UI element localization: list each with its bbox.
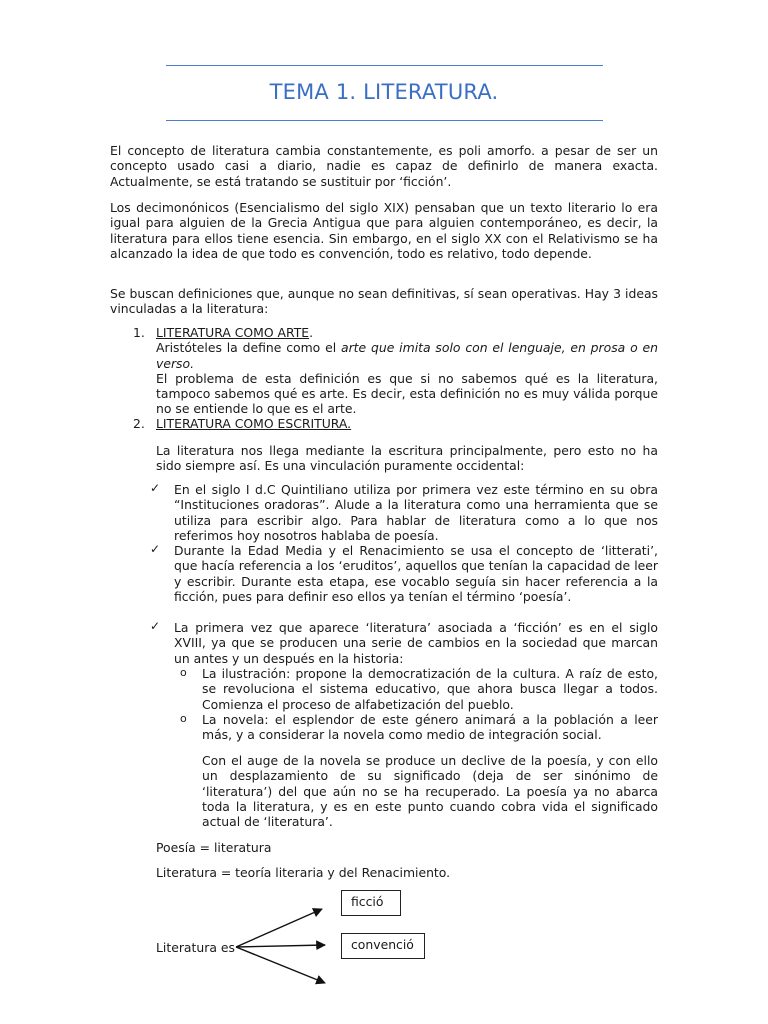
item1-definition-italic: arte que imita solo con el lenguaje, en prosa o en verso.: [156, 340, 658, 371]
bullet-item-2: Durante la Edad Media y el Renacimiento se usa el concepto de ‘litterati’, que hacía referencia a los ‘eruditos’, aquellos que tenían la capacidad de leer y escribir. Durante esta etapa, ese vocablo seguía sin hacer referencia a la ficción, pues para definir eso ellos ya tenían el término ‘poesía’.: [174, 543, 658, 604]
intro-paragraph-1: El concepto de literatura cambia constantemente, es poli amorfo. a pesar de ser un concepto usado casi a diario, nadie es capaz de definirlo de manera exacta. Actualmente, se está tratando se sustituir por ‘ficción’.: [110, 143, 658, 189]
item2-intro: La literatura nos llega mediante la escritura principalmente, pero esto no ha sido siempre así. Es una vinculación puramente occidental:: [156, 443, 658, 474]
item1-heading: LITERATURA COMO ARTE: [156, 325, 310, 340]
diagram-box-convencio: convenció: [341, 933, 425, 959]
item2-heading: LITERATURA COMO ESCRITURA.: [156, 416, 352, 431]
bullet-item-1: En el siglo I d.C Quintiliano utiliza por primera vez este término en su obra “Instituciones oradoras”. Alude a la literatura como una herramienta que se utiliza para escribir algo. Para hablar de literatura como a lo que nos referimos hoy nosotros hablaba de poesía.: [174, 482, 658, 543]
sub-bullet-icon: o: [180, 712, 187, 725]
check-bullet-icon: ✓: [150, 542, 161, 556]
check-bullet-icon: ✓: [150, 619, 161, 633]
sub-paragraph: Con el auge de la novela se produce un declive de la poesía, y con ello un desplazamiento de su significado (deja de ser sinónimo de ‘literatura’) del que aún no se ha recuperado. La poesía ya no abarca toda la literatura, y es en este punto cuando cobra vida el significado actual de ‘literatura’.: [202, 753, 658, 830]
sub-bullet-icon: o: [180, 666, 187, 679]
equation-2: Literatura = teoría literaria y del Renacimiento.: [156, 865, 451, 880]
intro-paragraph-2: Los decimonónicos (Esencialismo del siglo XIX) pensaban que un texto literario lo era igual para alguien de la Grecia Antigua que para alguien contemporáneo, es decir, la literatura para ellos tiene esencia. Sin embargo, en el siglo XX con el Relativismo se ha alcanzado la idea de que todo es convención, todo es relativo, todo depende.: [110, 200, 658, 261]
check-bullet-icon: ✓: [150, 481, 161, 495]
arrow-up: [236, 909, 322, 947]
intro-paragraph-3: Se buscan definiciones que, aunque no sean definitivas, sí sean operativas. Hay 3 ideas vinculadas a la literatura:: [110, 286, 658, 317]
diagram-box-ficcio: ficció: [341, 890, 401, 916]
bullet-item-3: La primera vez que aparece ‘literatura’ asociada a ‘ficción’ es en el siglo XVIII, ya que se producen una serie de cambios en la sociedad que marcan un antes y un después en la historia:: [174, 620, 658, 666]
list-number-1: 1.: [133, 325, 145, 340]
item1-problem-text: El problema de esta definición es que si no sabemos qué es la literatura, tampoco sabemos qué es arte. Es decir, esta definición no es muy válida porque no se entiende lo que es el arte.: [156, 370, 658, 417]
sub-bullet-item-2: La novela: el esplendor de este género animará a la población a leer más, y a considerar la novela como medio de integración social.: [202, 712, 658, 743]
diagram-label: Literatura es: [156, 940, 235, 955]
arrow-down: [236, 947, 325, 983]
list-number-2: 2.: [133, 416, 145, 431]
item1-heading-suffix: .: [309, 325, 314, 340]
sub-bullet-item-1: La ilustración: propone la democratización de la cultura. A raíz de esto, se revoluciona el sistema educativo, que ahora busca llegar a todos. Comienza el proceso de alfabetización del pueblo.: [202, 666, 658, 712]
equation-1: Poesía = literatura: [156, 840, 272, 855]
item1-definition-text: Aristóteles la define como el: [156, 340, 341, 356]
page-title: TEMA 1. LITERATURA.: [269, 80, 499, 104]
arrow-middle: [236, 945, 325, 947]
